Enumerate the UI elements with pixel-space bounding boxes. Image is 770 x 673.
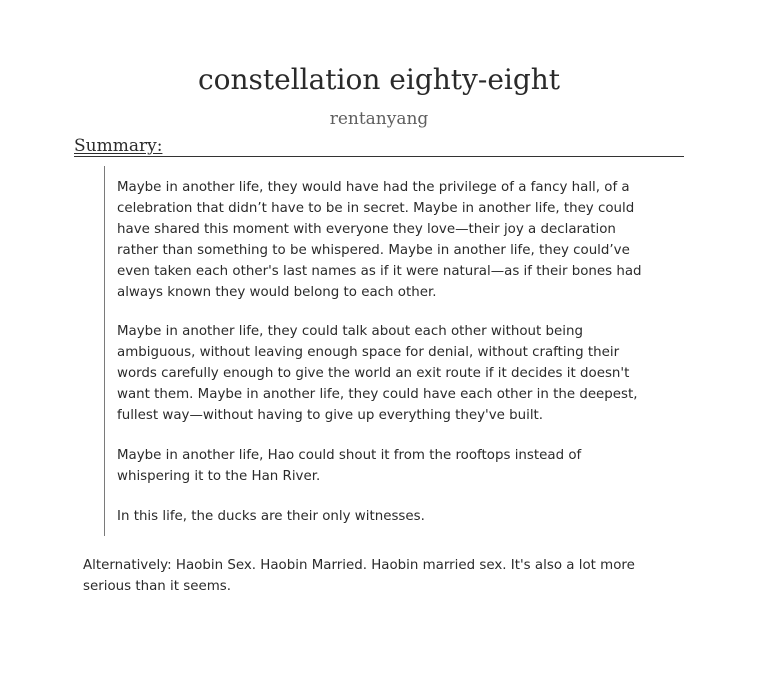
summary-note: Alternatively: Haobin Sex. Haobin Married. Haobin married sex. It's also a lot more serious than it seems. <box>83 558 635 594</box>
summary-heading-label: Summary: <box>74 136 163 156</box>
summary-heading <box>74 136 684 157</box>
summary-paragraph: Maybe in another life, Hao could shout it from the rooftops instead of whispering it to the Han River. <box>117 448 582 484</box>
summary-paragraph: In this life, the ducks are their only witnesses. <box>117 509 425 524</box>
summary-paragraph: Maybe in another life, they could talk about each other without being ambiguous, without leaving enough space for denial, without crafting their words carefully enough to give the world an exit route if it decides it doesn't want them. Maybe in another life, they could have each other in the deepest, fullest way—without having to give up everything they've built. <box>117 324 638 423</box>
summary-paragraph: Maybe in another life, they would have had the privilege of a fancy hall, of a celebration that didn’t have to be in secret. Maybe in another life, they could have shared this moment with everyone they love—their joy a declaration rather than something to be whispered. Maybe in another life, they could’ve even taken each other's last names as if it were natural—as if their bones had always known they would belong to each other. <box>117 180 642 300</box>
summary-blockquote <box>104 166 644 536</box>
work-title: constellation eighty-eight <box>197 63 561 96</box>
author-byline[interactable]: rentanyang <box>329 109 429 129</box>
